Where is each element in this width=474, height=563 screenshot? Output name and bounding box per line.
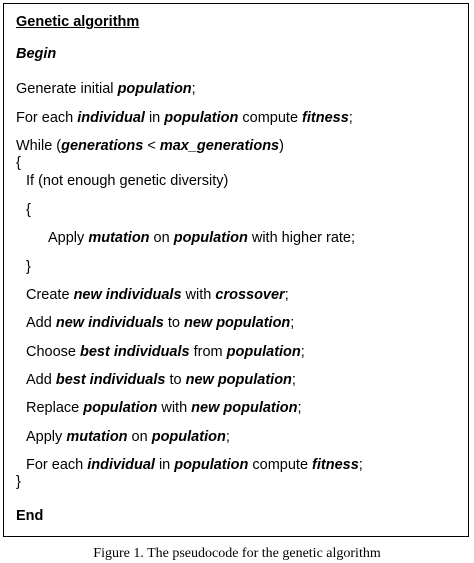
code-keyword: best individuals: [55, 372, 166, 388]
code-line-16: }: [16, 474, 21, 490]
code-text: ;: [348, 110, 353, 126]
code-line-10: [26, 314, 294, 332]
code-text: with: [157, 400, 192, 416]
code-keyword: population: [83, 400, 158, 416]
code-line-9: [26, 286, 289, 304]
code-keyword: crossover: [215, 287, 285, 303]
code-line-3: [16, 137, 284, 155]
code-line-1: [16, 80, 196, 98]
code-text: ;: [300, 344, 305, 360]
code-text: ;: [291, 372, 296, 388]
code-text: ;: [358, 457, 363, 473]
code-text: from: [189, 344, 227, 360]
code-keyword: new population: [191, 400, 298, 416]
code-keyword: new population: [185, 372, 292, 388]
code-text: compute: [248, 457, 313, 473]
code-text: ;: [225, 429, 230, 445]
code-keyword: population: [117, 81, 192, 97]
pseudocode-box: [3, 3, 469, 537]
code-line-8: }: [26, 259, 31, 275]
code-line-6: {: [26, 202, 31, 218]
code-text: with higher rate;: [247, 230, 356, 246]
begin-keyword: Begin: [16, 46, 57, 62]
code-keyword: max_generations: [159, 138, 280, 154]
code-text: Apply: [26, 429, 67, 445]
code-text: Create: [26, 287, 74, 303]
code-keyword: new individuals: [55, 315, 164, 331]
code-keyword: population: [164, 110, 239, 126]
code-text: in: [154, 457, 175, 473]
code-line-5: If (not enough genetic diversity): [26, 173, 229, 189]
code-text: ;: [284, 287, 289, 303]
code-keyword: best individuals: [80, 344, 190, 360]
end-keyword: End: [16, 508, 44, 524]
figure-caption: Figure 1. The pseudocode for the genetic algorithm: [93, 546, 381, 561]
code-keyword: individual: [87, 457, 155, 473]
code-keyword: fitness: [312, 457, 359, 473]
code-line-12: [26, 371, 296, 389]
code-keyword: generations: [61, 138, 144, 154]
code-line-11: [26, 343, 305, 361]
code-line-2: [16, 109, 353, 127]
code-keyword: new population: [183, 315, 291, 331]
algorithm-title: Genetic algorithm: [16, 14, 140, 30]
code-keyword: fitness: [302, 110, 349, 126]
code-text: ;: [191, 81, 196, 97]
code-text: Choose: [26, 344, 81, 360]
code-keyword: population: [174, 457, 249, 473]
code-keyword: population: [151, 429, 226, 445]
code-text: For each: [16, 110, 78, 126]
code-text: Add: [26, 372, 56, 388]
code-keyword: individual: [77, 110, 145, 126]
code-text: ;: [297, 400, 302, 416]
code-line-4: {: [16, 155, 21, 171]
code-keyword: population: [226, 344, 301, 360]
code-text: on: [149, 230, 174, 246]
code-text: in: [144, 110, 165, 126]
code-text: ;: [290, 315, 295, 331]
code-line-15: [26, 456, 363, 474]
code-text: ): [279, 138, 284, 154]
code-text: Generate initial: [16, 81, 118, 97]
code-line-14: [26, 428, 230, 446]
code-text: compute: [238, 110, 303, 126]
code-text: with: [181, 287, 216, 303]
code-keyword: mutation: [66, 429, 128, 445]
code-text: to: [163, 315, 184, 331]
code-text: on: [127, 429, 152, 445]
code-text: to: [165, 372, 186, 388]
code-line-13: [26, 399, 302, 417]
code-text: Add: [26, 315, 56, 331]
code-text: For each: [26, 457, 88, 473]
code-text: <: [143, 138, 160, 154]
code-keyword: new individuals: [73, 287, 182, 303]
code-line-7: [48, 229, 355, 247]
code-keyword: mutation: [88, 230, 150, 246]
code-text: Apply: [48, 230, 89, 246]
code-keyword: population: [173, 230, 248, 246]
code-text: While (: [16, 138, 62, 154]
code-text: Replace: [26, 400, 84, 416]
